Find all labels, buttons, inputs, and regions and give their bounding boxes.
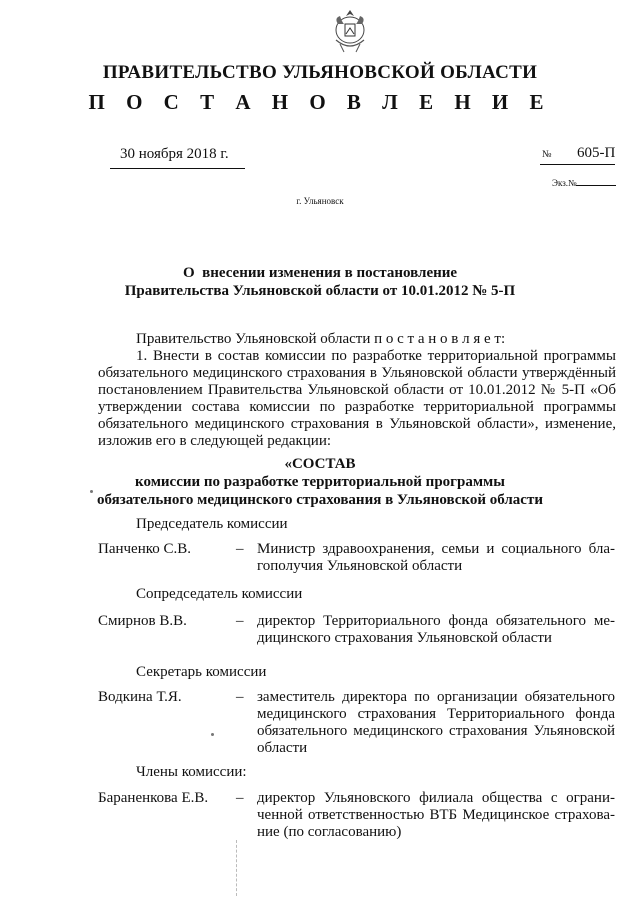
decree-number: 605-П xyxy=(577,145,616,161)
composition-heading xyxy=(90,455,550,509)
role-co-chair: Сопредседатель комиссии xyxy=(136,586,303,602)
member-position: заместитель директора по организации обязательного медицинского страхования Территориального фонда обязательного медицинского страхования Ульяновской области xyxy=(257,689,615,756)
item-1-paragraph: 1. Внести в состав комиссии по разработке территориальной программы обязательного медицинского страхования в Ульяновской области утверждённый постановлением Правительства Ульяновской области от 10.01.2012 № 5-П «Об утверждении состава комиссии по разработке территориальной программы обязательного медицинского страхования в Ульяновской области», изменение, изложив его в следующей редакции: xyxy=(98,348,616,449)
dash: – xyxy=(236,790,244,806)
dash: – xyxy=(236,689,244,705)
copy-number-label: Экз.№ xyxy=(552,178,577,188)
government-title: ПРАВИТЕЛЬСТВО УЛЬЯНОВСКОЙ ОБЛАСТИ xyxy=(102,62,538,83)
number-underline xyxy=(540,164,615,165)
member-name: Водкина Т.Я. xyxy=(98,689,182,705)
dash: – xyxy=(236,541,244,557)
role-members: Члены комиссии: xyxy=(136,764,247,780)
scan-artifact-line xyxy=(236,840,237,896)
composition-subtitle-2: обязательного медицинского страхования в Ульяновской области xyxy=(97,492,543,508)
heading-line-1: О внесении изменения в постановление xyxy=(182,265,458,281)
decree-date: 30 ноября 2018 г. xyxy=(120,146,229,162)
member-name: Панченко С.В. xyxy=(98,541,192,557)
number-sign: № xyxy=(542,149,552,160)
dash: – xyxy=(236,613,244,629)
member-name: Бараненкова Е.В. xyxy=(98,790,209,806)
role-secretary: Секретарь комиссии xyxy=(136,664,267,680)
composition-subtitle-1: комиссии по разработке территориальной программы xyxy=(135,474,505,490)
date-underline xyxy=(110,168,245,169)
member-position: директор Территориального фонда обязательного ме-дицинского страхования Ульяновской области xyxy=(257,613,615,646)
document-type: П О С Т А Н О В Л Е Н И Е xyxy=(88,90,552,114)
composition-title: «СОСТАВ xyxy=(284,456,356,472)
member-position: Министр здравоохранения, семьи и социального бла-гополучия Ульяновской области xyxy=(257,541,615,574)
heading-line-2: Правительства Ульяновской области от 10.01.2012 № 5-П xyxy=(124,283,516,299)
member-name: Смирнов В.В. xyxy=(98,613,187,629)
city: г. Ульяновск xyxy=(296,196,344,206)
member-position: директор Ульяновского филиала общества с ограни-ченной ответственностью ВТБ Медицинское страхова-ние (по согласованию) xyxy=(257,790,615,840)
scan-speck xyxy=(90,490,93,493)
scan-speck xyxy=(211,733,214,736)
decree-heading xyxy=(90,264,550,300)
intro-paragraph: Правительство Ульяновской области п о с т а н о в л я е т: xyxy=(136,331,506,347)
role-chair: Председатель комиссии xyxy=(136,516,288,532)
coat-of-arms-icon xyxy=(330,8,370,56)
copy-number-line xyxy=(576,185,616,186)
